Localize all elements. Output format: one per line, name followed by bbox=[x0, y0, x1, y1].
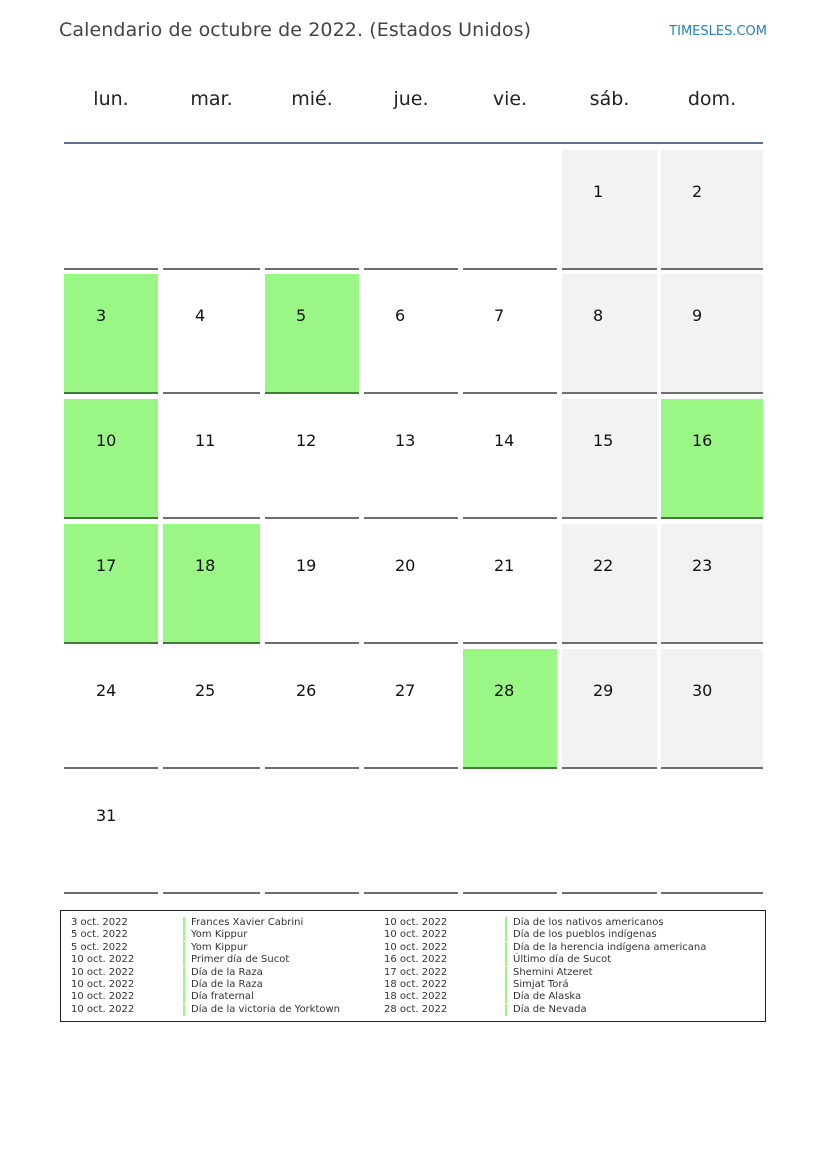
day-number: 7 bbox=[494, 306, 505, 325]
holiday-name: Frances Xavier Cabrini bbox=[183, 917, 303, 929]
day-cell bbox=[463, 524, 557, 644]
day-number: 22 bbox=[593, 556, 614, 575]
day-number: 18 bbox=[195, 556, 216, 575]
empty-day-cell bbox=[364, 150, 458, 270]
day-number: 9 bbox=[692, 306, 703, 325]
holiday-name: Día de la Raza bbox=[183, 979, 263, 991]
empty-day-cell bbox=[163, 150, 260, 270]
day-number: 5 bbox=[296, 306, 307, 325]
empty-day-cell bbox=[265, 150, 359, 270]
day-cell bbox=[64, 649, 158, 769]
holiday-date: 10 oct. 2022 bbox=[384, 917, 448, 928]
weekday-label: vie. bbox=[492, 88, 528, 110]
day-number: 27 bbox=[395, 681, 416, 700]
holiday-date: 17 oct. 2022 bbox=[384, 966, 448, 978]
day-cell bbox=[364, 524, 458, 644]
day-cell bbox=[463, 274, 557, 394]
day-cell bbox=[562, 399, 657, 519]
day-number: 26 bbox=[296, 681, 317, 700]
day-number: 6 bbox=[395, 306, 406, 325]
day-number: 3 bbox=[96, 306, 107, 325]
day-cell bbox=[364, 399, 458, 519]
day-number: 4 bbox=[195, 306, 206, 325]
day-cell bbox=[661, 649, 763, 769]
day-number: 17 bbox=[96, 556, 117, 575]
holiday-name: Yom Kippur bbox=[183, 942, 247, 954]
day-number: 8 bbox=[593, 306, 604, 325]
day-cell bbox=[562, 524, 657, 644]
empty-day-cell bbox=[463, 150, 557, 270]
day-cell bbox=[463, 649, 557, 769]
empty-day-cell bbox=[163, 774, 260, 894]
day-cell bbox=[64, 399, 158, 519]
day-number: 14 bbox=[494, 431, 515, 450]
weekday-label: mar. bbox=[190, 88, 233, 110]
holiday-name: Día fraternal bbox=[183, 991, 254, 1003]
day-cell bbox=[163, 524, 260, 644]
empty-day-cell bbox=[661, 774, 763, 894]
holiday-date: 10 oct. 2022 bbox=[71, 966, 135, 978]
empty-day-cell bbox=[364, 774, 458, 894]
day-number: 10 bbox=[96, 431, 117, 450]
empty-day-cell bbox=[265, 774, 359, 894]
holiday-name: Día de la victoria de Yorktown bbox=[183, 1004, 340, 1016]
day-cell bbox=[163, 399, 260, 519]
day-cell bbox=[265, 524, 359, 644]
day-cell bbox=[661, 150, 763, 270]
day-cell bbox=[562, 274, 657, 394]
holiday-date: 10 oct. 2022 bbox=[384, 929, 448, 941]
holiday-date: 18 oct. 2022 bbox=[384, 979, 448, 990]
empty-day-cell bbox=[64, 150, 158, 270]
weekday-label: lun. bbox=[93, 88, 129, 110]
day-cell bbox=[64, 274, 158, 394]
day-number: 24 bbox=[96, 681, 117, 700]
day-cell bbox=[163, 274, 260, 394]
day-number: 2 bbox=[692, 182, 703, 201]
page-title: Calendario de octubre de 2022. (Estados Unidos) bbox=[59, 19, 532, 41]
holiday-name: Yom Kippur bbox=[183, 929, 247, 941]
day-number: 11 bbox=[195, 431, 216, 450]
day-cell bbox=[562, 150, 657, 270]
weekday-label: jue. bbox=[393, 88, 429, 110]
day-cell bbox=[364, 649, 458, 769]
holiday-list bbox=[60, 910, 766, 1022]
holiday-date: 10 oct. 2022 bbox=[384, 941, 448, 953]
empty-day-cell bbox=[463, 774, 557, 894]
day-cell bbox=[265, 399, 359, 519]
holiday-date: 28 oct. 2022 bbox=[384, 1003, 448, 1015]
day-number: 20 bbox=[395, 556, 416, 575]
day-number: 31 bbox=[96, 806, 117, 825]
day-number: 16 bbox=[692, 431, 713, 450]
holiday-date: 10 oct. 2022 bbox=[71, 1003, 135, 1015]
weekday-label: mié. bbox=[291, 88, 333, 110]
day-cell bbox=[463, 399, 557, 519]
holiday-name: Primer día de Sucot bbox=[183, 954, 289, 966]
day-number: 30 bbox=[692, 681, 713, 700]
day-number: 25 bbox=[195, 681, 216, 700]
holiday-name: Último día de Sucot bbox=[505, 954, 611, 966]
holiday-date: 5 oct. 2022 bbox=[71, 929, 128, 941]
holiday-name: Día de la herencia indígena americana bbox=[505, 942, 706, 954]
day-cell bbox=[661, 274, 763, 394]
holiday-name: Simjat Torá bbox=[505, 979, 569, 991]
weekday-label: dom. bbox=[687, 88, 737, 110]
day-cell bbox=[562, 649, 657, 769]
weekday-label: sáb. bbox=[589, 88, 630, 110]
holiday-name: Día de los nativos americanos bbox=[505, 917, 664, 929]
day-number: 29 bbox=[593, 681, 614, 700]
holiday-date: 10 oct. 2022 bbox=[71, 954, 135, 966]
holiday-date: 16 oct. 2022 bbox=[384, 954, 448, 966]
day-cell bbox=[265, 274, 359, 394]
holiday-name: Día de Alaska bbox=[505, 991, 581, 1003]
holiday-date: 18 oct. 2022 bbox=[384, 991, 448, 1003]
day-number: 23 bbox=[692, 556, 713, 575]
empty-day-cell bbox=[562, 774, 657, 894]
day-number: 1 bbox=[593, 182, 604, 201]
holiday-name: Día de la Raza bbox=[183, 967, 263, 979]
holiday-date: 10 oct. 2022 bbox=[71, 991, 135, 1003]
day-cell bbox=[661, 399, 763, 519]
holiday-date: 10 oct. 2022 bbox=[71, 979, 135, 990]
holiday-name: Shemini Atzeret bbox=[505, 967, 593, 979]
day-number: 21 bbox=[494, 556, 515, 575]
day-number: 15 bbox=[593, 431, 614, 450]
day-number: 12 bbox=[296, 431, 317, 450]
day-cell bbox=[364, 274, 458, 394]
day-number: 13 bbox=[395, 431, 416, 450]
day-cell bbox=[64, 774, 158, 894]
holiday-date: 5 oct. 2022 bbox=[71, 941, 128, 953]
day-number: 19 bbox=[296, 556, 317, 575]
holiday-name: Día de los pueblos indígenas bbox=[505, 929, 657, 941]
day-cell bbox=[661, 524, 763, 644]
day-cell bbox=[64, 524, 158, 644]
day-cell bbox=[163, 649, 260, 769]
day-cell bbox=[265, 649, 359, 769]
holiday-name: Día de Nevada bbox=[505, 1004, 587, 1016]
holiday-date: 3 oct. 2022 bbox=[71, 917, 128, 928]
brand-link[interactable]: TIMESLES.COM bbox=[669, 24, 767, 39]
day-number: 28 bbox=[494, 681, 515, 700]
